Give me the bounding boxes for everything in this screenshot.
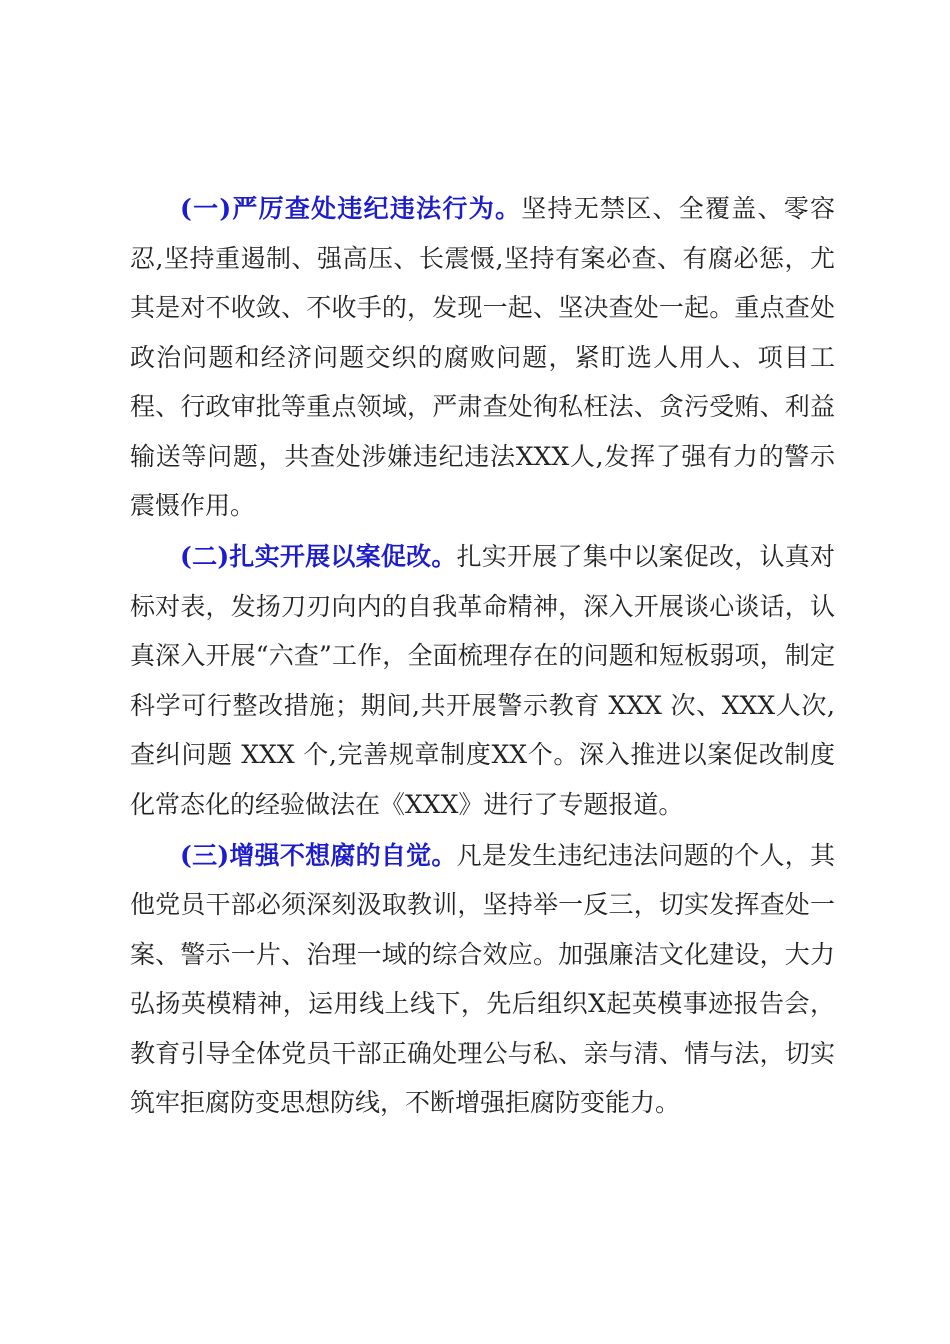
paragraph-section-3: [130, 831, 835, 1128]
section-1-heading: (一)严厉查处违纪违法行为。: [180, 194, 522, 223]
paragraph-section-2: [130, 532, 835, 829]
section-2-text: 扎实开展了集中以案促改，认真对标对表，发扬刀刃向内的自我革命精神，深入开展谈心谈话，认真深入开展“六查”工作，全面梳理存在的问题和短板弱项，制定科学可行整改措施；期间,共开展警示教育 XXX 次、XXX人次,查纠问题 XXX 个,完善规章制度XX个。深入推进以案促改制度化常态化的经验做法在《XXX》进行了专题报道。: [130, 542, 835, 819]
document-body: [130, 184, 835, 1129]
section-2-heading: (二)扎实开展以案促改。: [180, 542, 457, 571]
section-1-text: 坚持无禁区、全覆盖、零容忍,坚持重遏制、强高压、长震慑,坚持有案必查、有腐必惩，尤其是对不收敛、不收手的，发现一起、坚决查处一起。重点查处政治问题和经济问题交织的腐败问题，紧盯选人用人、项目工程、行政审批等重点领域，严肃查处徇私枉法、贪污受贿、利益输送等问题，共查处涉嫌违纪违法XXX人,发挥了强有力的警示震慑作用。: [130, 194, 835, 520]
paragraph-section-1: [130, 184, 835, 531]
section-3-text: 凡是发生违纪违法问题的个人，其他党员干部必须深刻汲取教训，坚持举一反三，切实发挥查处一案、警示一片、治理一域的综合效应。加强廉洁文化建设，大力弘扬英模精神，运用线上线下，先后组织X起英模事迹报告会，教育引导全体党员干部正确处理公与私、亲与清、情与法，切实筑牢拒腐防变思想防线，不断增强拒腐防变能力。: [130, 840, 835, 1117]
section-3-heading: (三)增强不想腐的自觉。: [180, 840, 457, 870]
